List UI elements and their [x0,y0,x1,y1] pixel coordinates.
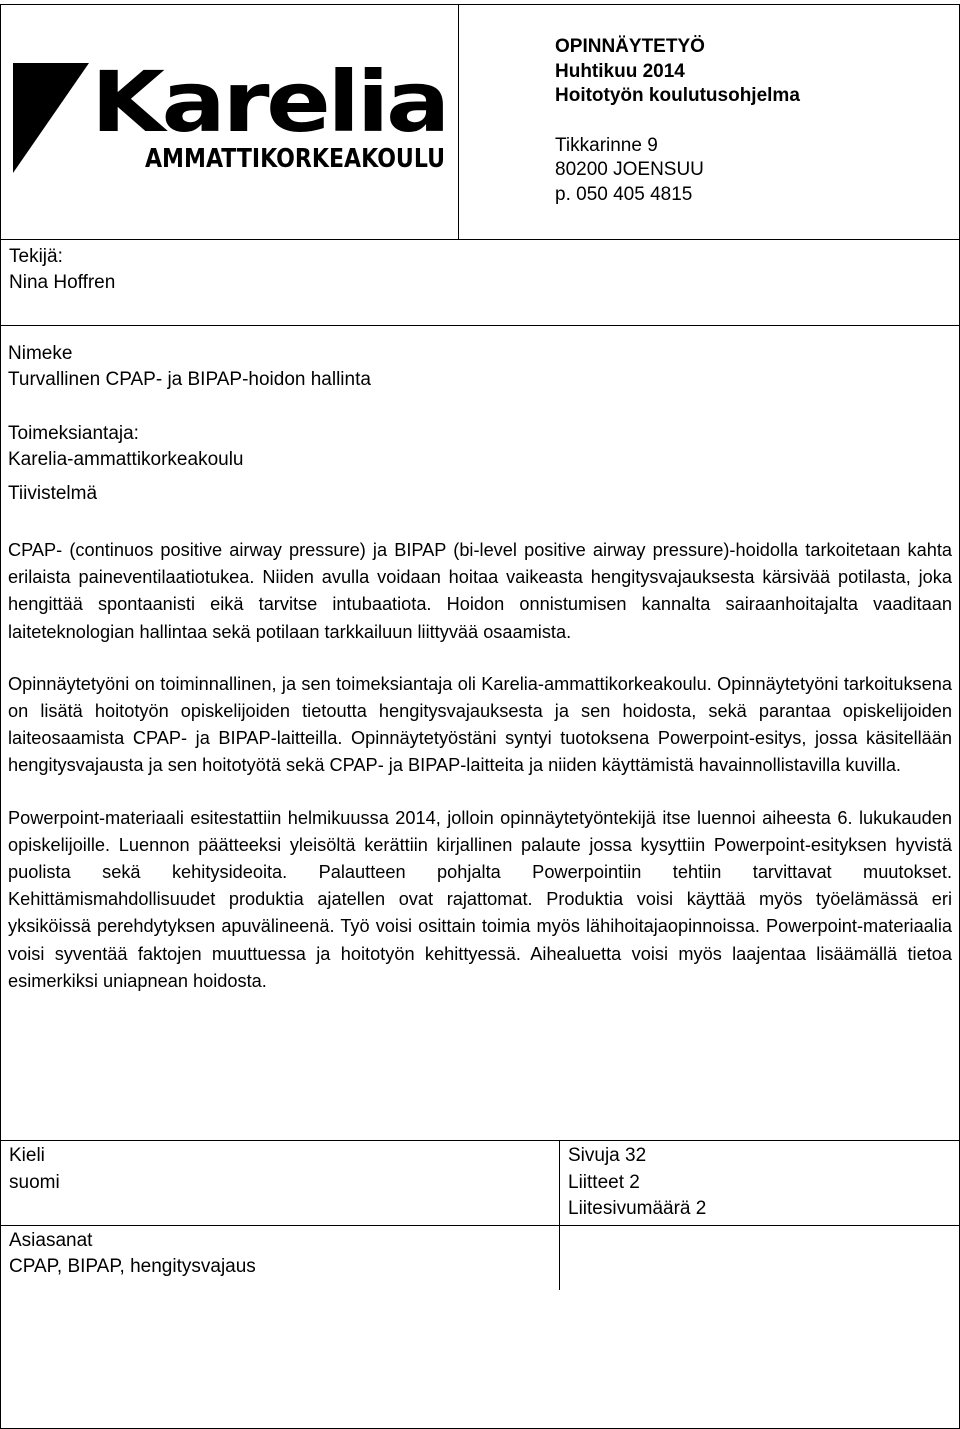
degree-program: Hoitotyön koulutusohjelma [555,85,800,106]
client-label: Toimeksiantaja: [8,423,139,444]
document-type: OPINNÄYTETYÖ [555,36,705,57]
client-name: Karelia-ammattikorkeakoulu [8,449,244,470]
abstract-paragraph: CPAP- (continuos positive airway pressure) ja BIPAP (bi-level positive airway pressure)-hoidolla tarkoitetaan kahta erilaista paineventilaatiotukea. Niiden avulla voidaan hoitaa vaikeasta hengitysvajauksesta kärsivää potilasta, joka hengittää spontaanisti eikä tarvitse intubaatiota. Hoidon onnistumisen kannalta sairaanhoitajalta vaaditaan laiteteknologian hallintaa sekä potilaan tarkkailuun liittyvää osaamista. [8,540,952,642]
language-keywords-box [0,1140,560,1290]
title-label: Nimeke [8,343,73,364]
header-info [555,35,800,207]
abstract-paragraph: Opinnäytetyöni on toiminnallinen, ja sen toimeksiantaja oli Karelia-ammattikorkeakoulu. Opinnäytetyöni tarkoituksena on lisätä hoitotyön opiskelijoiden tietoutta hengitysvajauksesta ja sen hoidosta, sekä parantaa opiskelijoiden laiteosaamista CPAP- ja BIPAP-laitteilla. Opinnäytetyöstäni syntyi tuotoksena Powerpoint-esitys, jossa käsitellään hengitysvajausta ja sen hoitotyötä sekä CPAP- ja BIPAP-laitteita ja niiden käyttämistä havainnollistavilla kuvilla. [8,673,952,776]
keywords-label: Asiasanat [9,1230,93,1251]
logo-subtitle: AMMATTIKORKEAKOULU [145,144,445,174]
page-count-box [559,1140,960,1226]
abstract-label: Tiivistelmä [8,483,98,504]
abstract-text [8,537,952,995]
attachment-count: Liitteet 2 [568,1172,640,1193]
logo-box [0,4,459,240]
author-name: Nina Hoffren [9,272,116,293]
document-date: Huhtikuu 2014 [555,60,685,82]
attachment-page-count: Liitesivumäärä 2 [568,1198,707,1219]
logo-triangle-icon [13,63,89,173]
language-value: suomi [9,1172,60,1193]
karelia-logo [13,53,453,183]
author-label: Tekijä: [9,246,63,267]
address-street: Tikkarinne 9 [555,134,658,156]
footer-divider [0,1225,560,1226]
page-count: Sivuja 32 [568,1145,647,1166]
keywords-value: CPAP, BIPAP, hengitysvajaus [9,1256,256,1277]
thesis-title: Turvallinen CPAP- ja BIPAP-hoidon hallinta [8,369,371,390]
logo-wordmark: Karelia [91,53,447,151]
author-box [0,239,960,326]
header-info-box [458,4,960,240]
abstract-paragraph: Powerpoint-materiaali esitestattiin helmikuussa 2014, jolloin opinnäytetyöntekijä itse luennoi aiheesta 6. lukukauden opiskelijoille. Luennon päätteeksi yleisöltä kerättiin kirjallinen palaute jossa kysyttiin Powerpoint-esityksen hyvistä puolista sekä kehitysideoita. Palautteen pohjalta Powerpointiin tehtiin tarvittavat muutokset. Kehittämismahdollisuudet produktia ajatellen ovat rajattomat. Produktia voisi käyttää myös työelämässä eri yksiköissä perehdytyksen apuvälineenä. Työ voisi osittain toimia myös lähihoitajaopinnoissa. Powerpoint-materiaalia voisi syventää faktojen muuttuessa ja hoitotyön kehittyessä. Aihealuetta voisi myös laajentaa lisäämällä tietoa esimerkiksi uniapnean hoidosta. [8,807,952,991]
phone-number: p. 050 405 4815 [555,183,693,205]
language-label: Kieli [9,1145,45,1166]
address-city: 80200 JOENSUU [555,159,704,180]
